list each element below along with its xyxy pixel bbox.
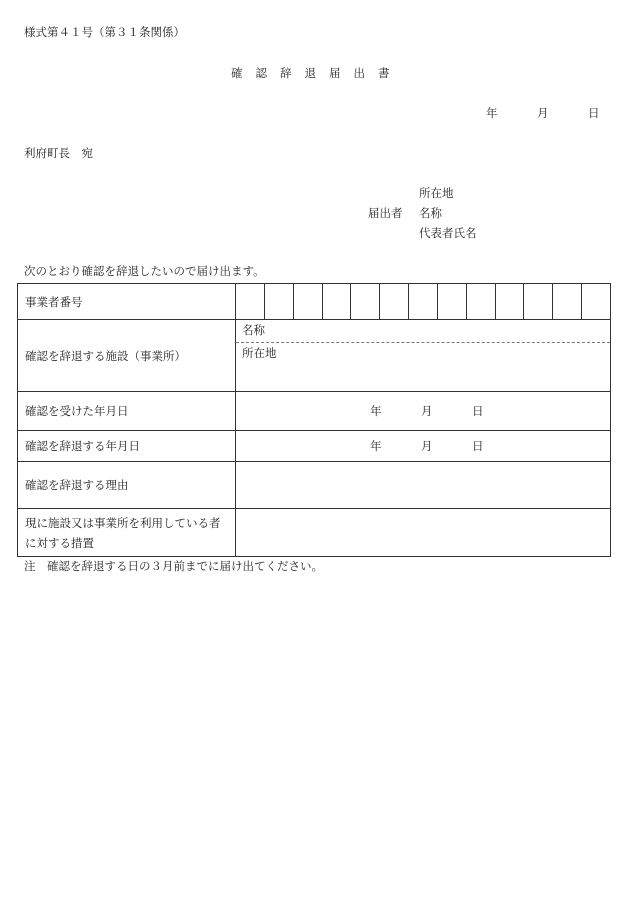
measures-row <box>18 509 611 557</box>
digit-boxes <box>236 284 610 319</box>
facility-name-label: 名称 <box>242 323 265 337</box>
date-day-label: 日 <box>588 106 600 120</box>
business-number-digit-box[interactable] <box>264 284 293 319</box>
business-number-digit-box[interactable] <box>581 284 610 319</box>
form-number: 様式第４１号（第３１条関係） <box>24 25 185 39</box>
reason-field[interactable] <box>236 462 611 509</box>
business-number-digit-box[interactable] <box>293 284 322 319</box>
business-number-digit-box[interactable] <box>437 284 466 319</box>
business-number-boxes <box>236 284 611 320</box>
facility-label: 確認を辞退する施設（事業所） <box>18 320 236 392</box>
date-year-label: 年 <box>486 106 498 120</box>
facility-address-field[interactable] <box>236 343 610 391</box>
withdrawal-date-field[interactable] <box>236 431 611 462</box>
business-number-digit-box[interactable] <box>322 284 351 319</box>
confirmed-date-label: 確認を受けた年月日 <box>18 392 236 431</box>
withdrawal-date-row <box>18 431 611 462</box>
withdrawal-year-label: 年 <box>370 439 382 453</box>
business-number-digit-box[interactable] <box>552 284 581 319</box>
date-month-label: 月 <box>537 106 549 120</box>
confirmed-year-label: 年 <box>370 404 382 418</box>
addressee: 利府町長 宛 <box>24 146 93 160</box>
facility-name-field[interactable] <box>236 320 610 343</box>
business-number-digit-box[interactable] <box>495 284 524 319</box>
notifier-address-label: 所在地 <box>419 186 454 200</box>
confirmed-date-field[interactable] <box>236 392 611 431</box>
business-number-label: 事業者番号 <box>18 284 236 320</box>
withdrawal-date-label: 確認を辞退する年月日 <box>18 431 236 462</box>
withdrawal-day-label: 日 <box>472 439 484 453</box>
business-number-row <box>18 284 611 320</box>
footnote: 注 確認を辞退する日の３月前までに届け出てください。 <box>24 559 323 573</box>
business-number-digit-box[interactable] <box>408 284 437 319</box>
business-number-digit-box[interactable] <box>466 284 495 319</box>
measures-field[interactable] <box>236 509 611 557</box>
facility-fields <box>236 320 611 392</box>
facility-address-label: 所在地 <box>242 346 277 360</box>
facility-row <box>18 320 611 392</box>
notifier-name-label: 名称 <box>419 206 442 220</box>
business-number-digit-box[interactable] <box>350 284 379 319</box>
intro-text: 次のとおり確認を辞退したいので届け出ます。 <box>24 264 265 278</box>
confirmed-month-label: 月 <box>421 404 433 418</box>
notifier-representative-label: 代表者氏名 <box>419 226 477 240</box>
reason-label: 確認を辞退する理由 <box>18 462 236 509</box>
business-number-digit-box[interactable] <box>379 284 408 319</box>
notifier-label: 届出者 <box>368 206 403 220</box>
measures-label: 現に施設又は事業所を利用している者に対する措置 <box>18 509 236 557</box>
business-number-digit-box[interactable] <box>523 284 552 319</box>
confirmed-day-label: 日 <box>472 404 484 418</box>
business-number-digit-box[interactable] <box>236 284 264 319</box>
reason-row <box>18 462 611 509</box>
withdrawal-month-label: 月 <box>421 439 433 453</box>
form-title: 確認辞退届出書 <box>231 66 403 80</box>
withdrawal-form-table <box>17 283 611 557</box>
confirmed-date-row <box>18 392 611 431</box>
